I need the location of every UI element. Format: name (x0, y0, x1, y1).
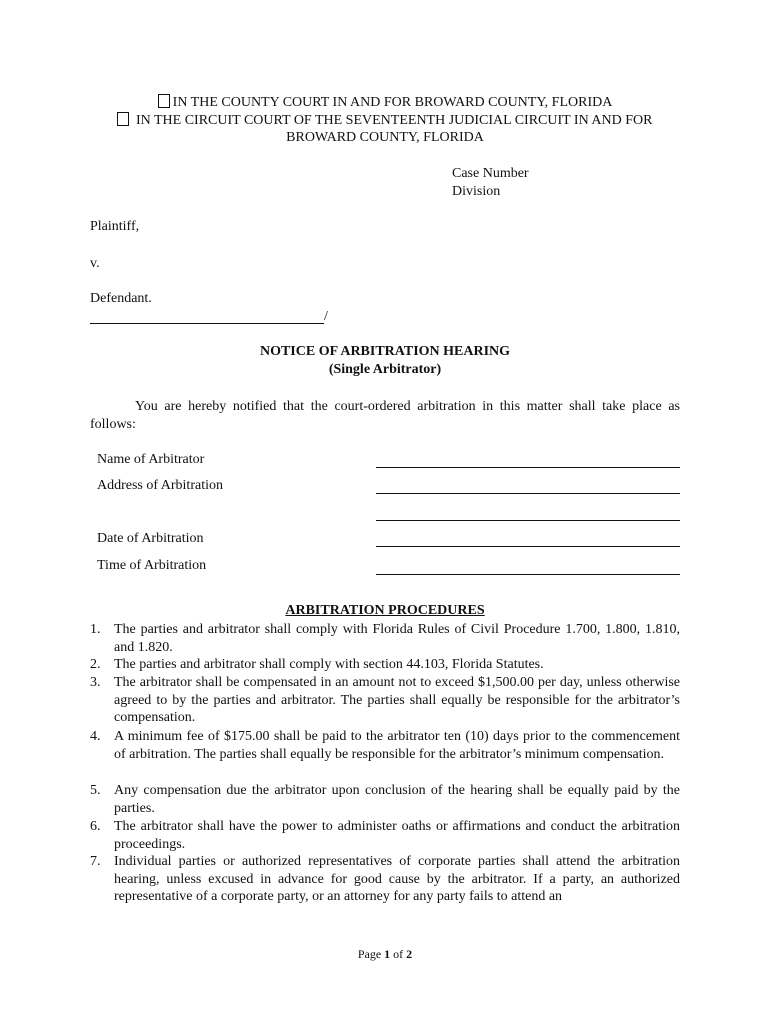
page-number: 1 (384, 947, 391, 961)
procedure-text: Any compensation due the arbitrator upon conclusion of the hearing shall be equally paid by the parties. (114, 783, 680, 816)
circuit-court-label: IN THE CIRCUIT COURT OF THE SEVENTEENTH JUDICIAL CIRCUIT IN AND FOR (135, 113, 653, 128)
caption-slash: / (324, 309, 328, 324)
procedure-text: Individual parties or authorized representatives of corporate parties shall attend the arbitration hearing, unless excused in advance for good cause by the arbitrator. If a party, an authorized representative of a corporate party, or an attorney for any party fails to attend an (114, 854, 680, 905)
arbitration-address-field-1[interactable] (376, 493, 680, 494)
procedure-text: The arbitrator shall be compensated in an amount not to exceed $1,500.00 per day, unless otherwise agreed to by the parties and arbitrator. The parties shall equally be responsible for the arbitrator’s compensation. (114, 675, 680, 726)
procedure-number: 2. (90, 657, 101, 672)
arbitrator-name-field[interactable] (376, 467, 680, 468)
procedure-item (90, 818, 680, 853)
procedure-item (90, 853, 680, 906)
arbitration-time-label: Time of Arbitration (97, 558, 207, 573)
procedures-heading: ARBITRATION PROCEDURES (285, 603, 485, 618)
versus-label: v. (90, 256, 100, 271)
court-header-line-circuit (0, 112, 770, 129)
procedure-number: 7. (90, 854, 101, 869)
court-header-line3: BROWARD COUNTY, FLORIDA (286, 130, 484, 145)
page-footer (0, 947, 770, 962)
court-header-line-county (0, 94, 770, 111)
procedure-number: 3. (90, 675, 101, 690)
division-label: Division (452, 184, 501, 199)
arbitration-date-label: Date of Arbitration (97, 531, 204, 546)
arbitrator-name-label: Name of Arbitrator (97, 452, 205, 467)
procedure-text: The parties and arbitrator shall comply with section 44.103, Florida Statutes. (114, 657, 544, 672)
intro-paragraph: You are hereby notified that the court-ordered arbitration in this matter shall take place as follows: (90, 399, 680, 432)
procedure-number: 5. (90, 783, 101, 798)
procedure-item (90, 782, 680, 817)
procedure-item (90, 621, 680, 656)
arbitration-time-field[interactable] (376, 574, 680, 575)
arbitration-address-field-2[interactable] (376, 520, 680, 521)
county-court-checkbox[interactable] (158, 94, 170, 108)
procedure-text: A minimum fee of $175.00 shall be paid to the arbitrator ten (10) days prior to the commencement of arbitration. The parties shall equally be responsible for the arbitrator’s minimum compensation. (114, 729, 680, 762)
of-word: of (393, 947, 404, 961)
procedure-item (90, 656, 680, 674)
document-title: NOTICE OF ARBITRATION HEARING (259, 344, 511, 359)
plaintiff-label: Plaintiff, (90, 219, 140, 234)
procedure-item (90, 728, 680, 763)
procedure-number: 4. (90, 729, 101, 744)
arbitration-address-label: Address of Arbitration (97, 478, 223, 493)
procedure-number: 1. (90, 622, 101, 637)
county-court-label: IN THE COUNTY COURT IN AND FOR BROWARD COUNTY, FLORIDA (172, 95, 613, 110)
procedure-text: The parties and arbitrator shall comply with Florida Rules of Civil Procedure 1.700, 1.800, 1.810, and 1.820. (114, 622, 680, 655)
page-word: Page (357, 947, 382, 961)
procedure-item (90, 674, 680, 727)
arbitration-date-field[interactable] (376, 546, 680, 547)
page-total: 2 (406, 947, 413, 961)
caption-line (90, 323, 324, 324)
circuit-court-checkbox[interactable] (117, 112, 129, 126)
case-number-label: Case Number (452, 166, 529, 181)
procedure-number: 6. (90, 819, 101, 834)
document-subtitle: (Single Arbitrator) (328, 362, 442, 377)
procedure-text: The arbitrator shall have the power to administer oaths or affirmations and conduct the arbitration proceedings. (114, 819, 680, 852)
defendant-label: Defendant. (90, 291, 152, 306)
